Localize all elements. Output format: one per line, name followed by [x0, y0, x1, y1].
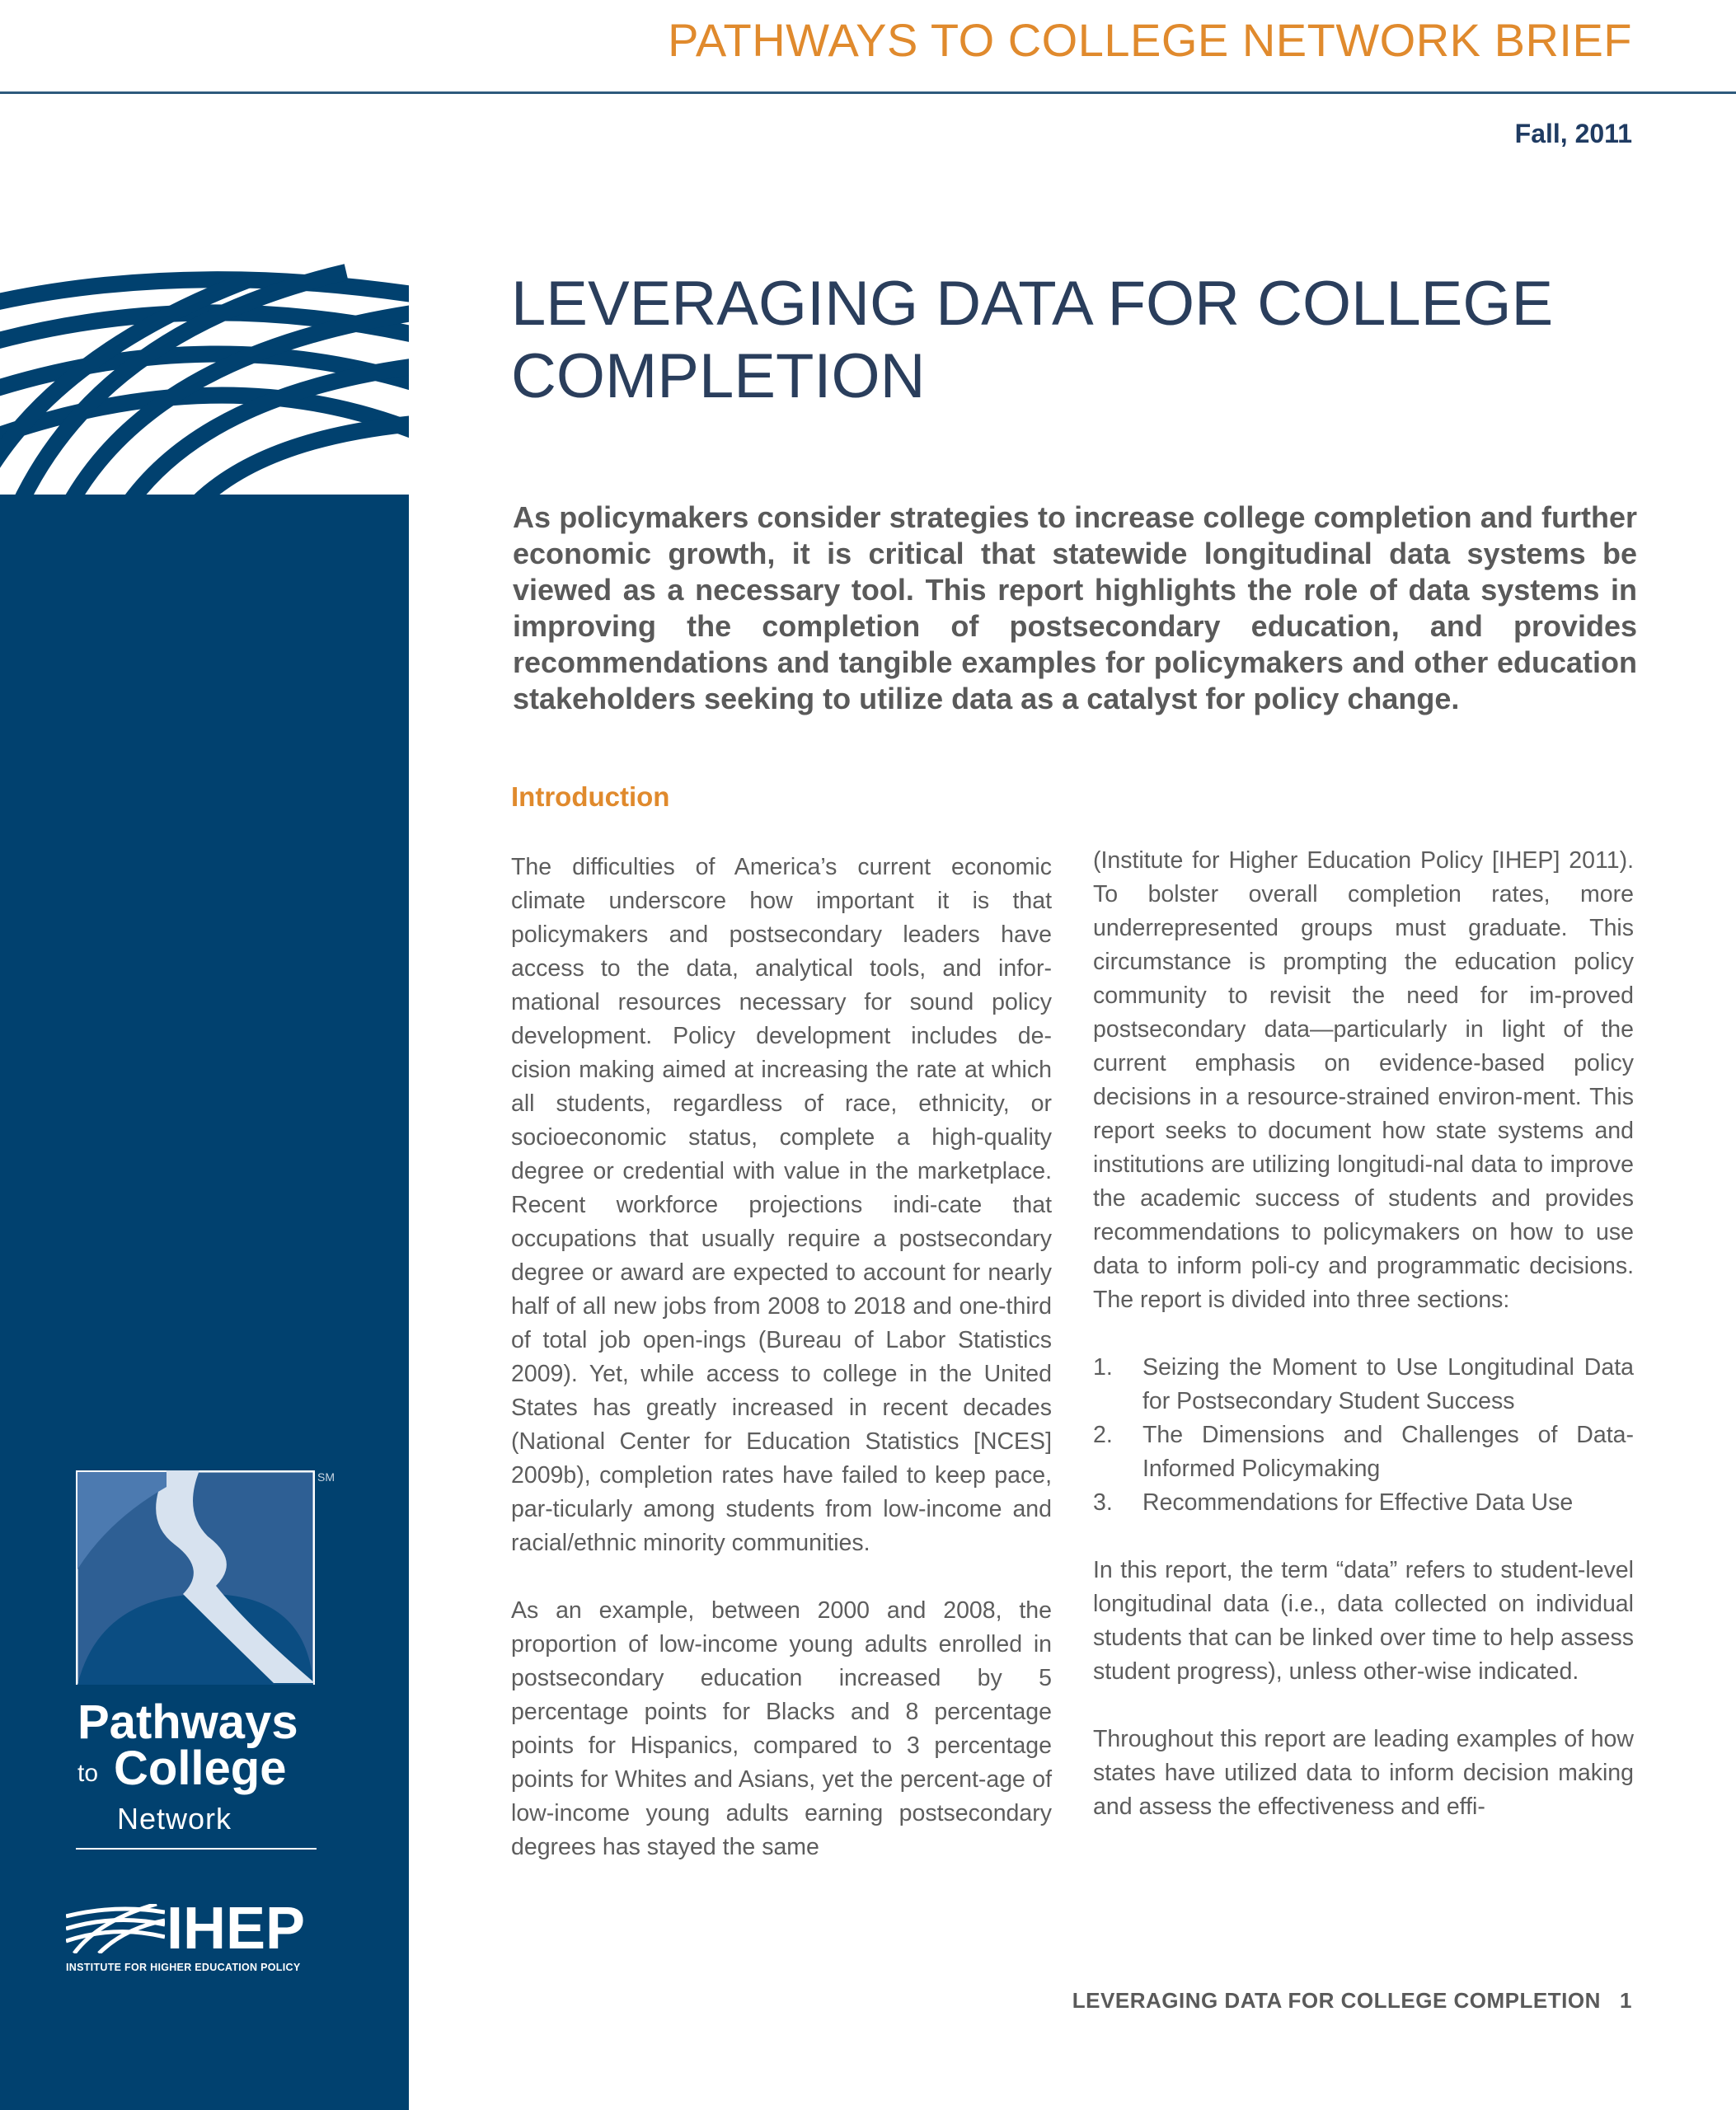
- ihep-arc-icon: [66, 1904, 165, 1953]
- intro-paragraph-1: The difficulties of America’s current economic climate underscore how important it is that policymakers and postsecondary leaders have access to the data, analytical tools, and infor-mational resources necessary for sound policy development. Policy development includes de-cision making aimed at increasing the rate at which all students, regardless of race, ethnicity, or socioeconomic status, complete a high-quality degree or credential with value in the marketplace. Recent workforce projections indi-cate that occupations that usually require a postsecondary degree or award are expected to account for nearly half of all new jobs from 2008 to 2018 and one-third of total job open-ings (Bureau of Labor Statistics 2009). Yet, while access to college in the United States has greatly increased in recent decades (National Center for Education Statistics [NCES] 2009b), completion rates have failed to keep pace, par-ticularly among students from low-income and racial/ethnic minority communities.: [511, 854, 1052, 1556]
- pathways-logo-icon: [76, 1470, 315, 1685]
- logo-word-to: to: [77, 1760, 99, 1787]
- header-divider: [0, 91, 1736, 94]
- ihep-full-name: INSTITUTE FOR HIGHER EDUCATION POLICY: [66, 1962, 301, 1973]
- logo-word-college: College: [114, 1742, 287, 1795]
- report-title: [511, 268, 1649, 413]
- intro-paragraph-3: (Institute for Higher Education Policy [IHEP] 2011). To bolster overall completion rates, more underrepresented groups must graduate. This circumstance is prompting the education policy community to revisit the need for im-proved postsecondary data—particularly in light of the current emphasis on evidence-based policy decisions in a resource-strained environ-ment. This report seeks to document how state systems and institutions are utilizing longitudi-nal data to improve the academic success of students and provides recommendations to policymakers on how to use data to inform poli-cy and programmatic decisions. The report is divided into three sections:: [1093, 847, 1634, 1313]
- service-mark-label: SM: [317, 1470, 335, 1484]
- body-column-right: [1093, 844, 1634, 1824]
- report-title-line1: LEVERAGING DATA FOR COLLEGE: [511, 269, 1554, 339]
- body-column-left: [511, 851, 1052, 1864]
- page-number: 1: [1620, 1988, 1632, 2013]
- introduction-heading: Introduction: [511, 781, 670, 812]
- footer-title: LEVERAGING DATA FOR COLLEGE COMPLETION: [1072, 1988, 1601, 2013]
- report-title-line2: COMPLETION: [511, 341, 926, 411]
- arc-pattern-graphic: [0, 264, 409, 503]
- sidebar-panel: [0, 495, 409, 2110]
- ihep-logo-text: IHEP: [167, 1896, 306, 1962]
- publication-date: Fall, 2011: [1514, 119, 1632, 148]
- report-summary: As policymakers consider strategies to increase college completion and further economic growth, it is critical that statewide longitudinal data systems be viewed as a necessary tool. This report highlights the role of data systems in improving the completion of postsecondary education, and provides recommendations and tangible examples for policymakers and other education stakeholders seeking to utilize data as a catalyst for policy change.: [513, 500, 1637, 715]
- intro-paragraph-2: As an example, between 2000 and 2008, the proportion of low-income young adults enrolled in postsecondary education increased by 5 percentage points for Blacks and 8 percentage points for Hispanics, compared to 3 percentage points for Whites and Asians, yet the percent-age of low-income young adults earning postsecondary degrees has stayed the same: [511, 1597, 1052, 1860]
- logo-word-network: Network: [117, 1802, 232, 1836]
- logo-divider: [76, 1848, 317, 1850]
- list-item: 3. Recommendations for Effective Data Use: [1093, 1489, 1574, 1516]
- page-footer: [1072, 1988, 1632, 2014]
- list-item: 2. The Dimensions and Challenges of Data-Informed Policymaking: [1093, 1422, 1634, 1482]
- report-sections-list: [1093, 1351, 1634, 1520]
- logo-word-pathways: Pathways: [77, 1695, 298, 1749]
- intro-paragraph-4: In this report, the term “data” refers to student-level longitudinal data (i.e., data collected on individual students that can be linked over time to help assess student progress), unless other-wise indicated.: [1093, 1557, 1634, 1685]
- brief-series-title: PATHWAYS TO COLLEGE NETWORK BRIEF: [668, 14, 1632, 66]
- list-item: 1. Seizing the Moment to Use Longitudinal Data for Postsecondary Student Success: [1093, 1354, 1634, 1414]
- intro-paragraph-5: Throughout this report are leading examples of how states have utilized data to inform decision making and assess the effectiveness and effi-: [1093, 1726, 1634, 1820]
